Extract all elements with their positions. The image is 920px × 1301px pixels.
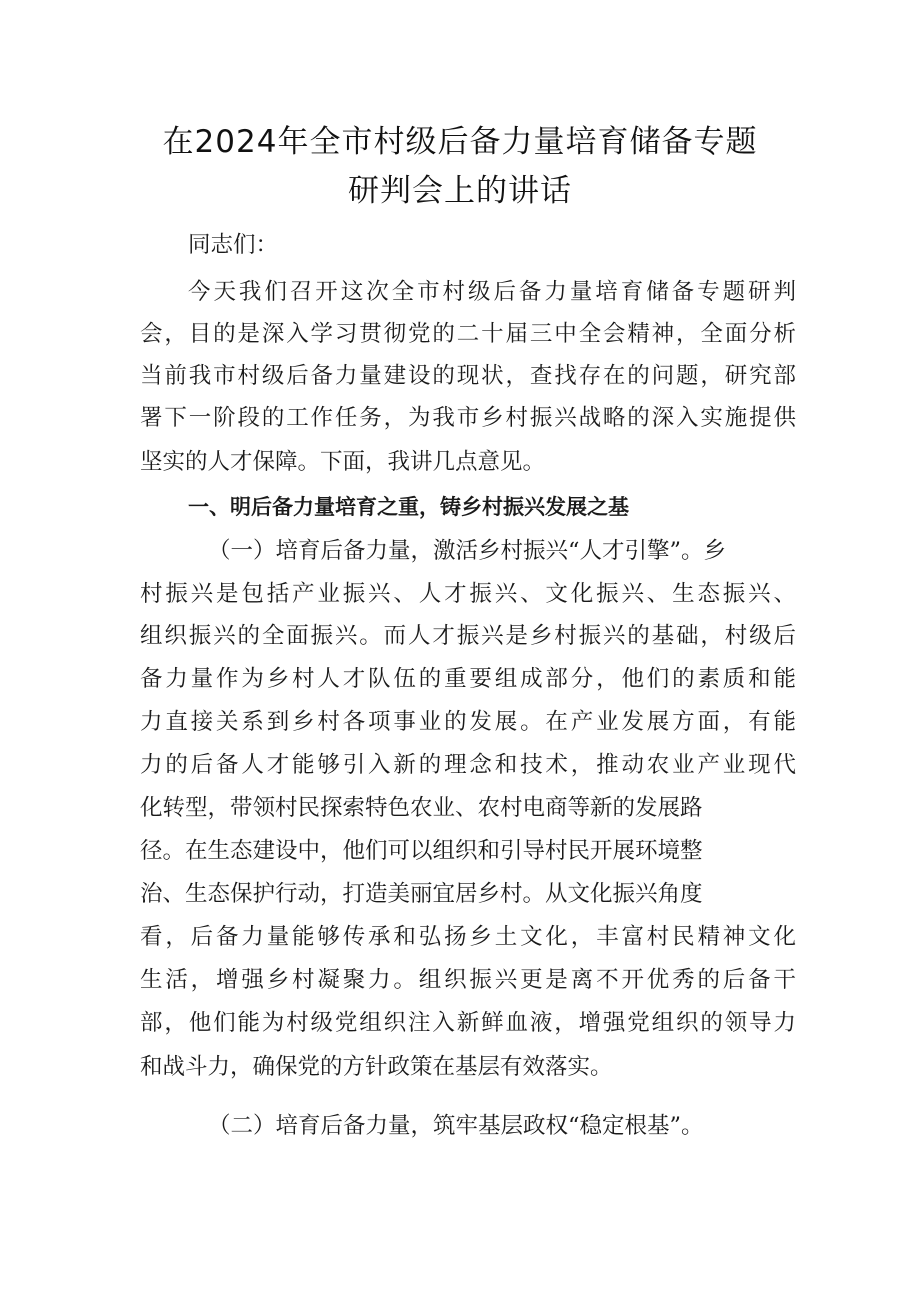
paragraph-line: 组织振兴的全面振兴。而人才振兴是乡村振兴的基础，村级后 xyxy=(140,623,796,649)
greeting: 同志们： xyxy=(188,232,279,258)
paragraph-line: 村振兴是包括产业振兴、人才振兴、文化振兴、生态振兴、 xyxy=(140,581,796,607)
paragraph-line: 部，他们能为村级党组织注入新鲜血液，增强党组织的领导力 xyxy=(140,1010,796,1036)
paragraph-line: 当前我市村级后备力量建设的现状，查找存在的问题，研究部 xyxy=(140,363,796,389)
paragraph-line: 径。在生态建设中，他们可以组织和引导村民开展环境整 xyxy=(140,838,703,864)
paragraph-line: 化转型，带领村民探索特色农业、农村电商等新的发展路 xyxy=(140,795,703,821)
document-title-line-1: 在2024年全市村级后备力量培育储备专题 xyxy=(162,124,758,160)
paragraph-line: 备力量作为乡村人才队伍的重要组成部分，他们的素质和能 xyxy=(140,666,796,692)
paragraph-line: 会，目的是深入学习贯彻党的二十届三中全会精神，全面分析 xyxy=(140,321,796,347)
paragraph-line: 今天我们召开这次全市村级后备力量培育储备专题研判 xyxy=(188,279,796,305)
paragraph-line: 生活，增强乡村凝聚力。组织振兴更是离不开优秀的后备干 xyxy=(140,967,796,993)
paragraph-line: 看，后备力量能够传承和弘扬乡土文化，丰富村民精神文化 xyxy=(140,924,796,950)
subsection-line: （二）培育后备力量，筑牢基层政权“稳定根基”。 xyxy=(208,1113,704,1139)
document-title-line-2: 研判会上的讲话 xyxy=(348,173,572,209)
paragraph-line: 署下一阶段的工作任务，为我市乡村振兴战略的深入实施提供 xyxy=(140,405,796,431)
section-heading: 一、明后备力量培育之重，铸乡村振兴发展之基 xyxy=(188,495,629,519)
paragraph-line: 力直接关系到乡村各项事业的发展。在产业发展方面，有能 xyxy=(140,709,796,735)
paragraph-line: 力的后备人才能够引入新的理念和技术，推动农业产业现代 xyxy=(140,752,796,778)
subsection-line: （一）培育后备力量，激活乡村振兴“人才引擎”。乡 xyxy=(208,538,727,564)
paragraph-line: 和战斗力，确保党的方针政策在基层有效落实。 xyxy=(140,1054,613,1080)
paragraph-line: 坚实的人才保障。下面，我讲几点意见。 xyxy=(140,449,546,475)
paragraph-line: 治、生态保护行动，打造美丽宜居乡村。从文化振兴角度 xyxy=(140,881,703,907)
